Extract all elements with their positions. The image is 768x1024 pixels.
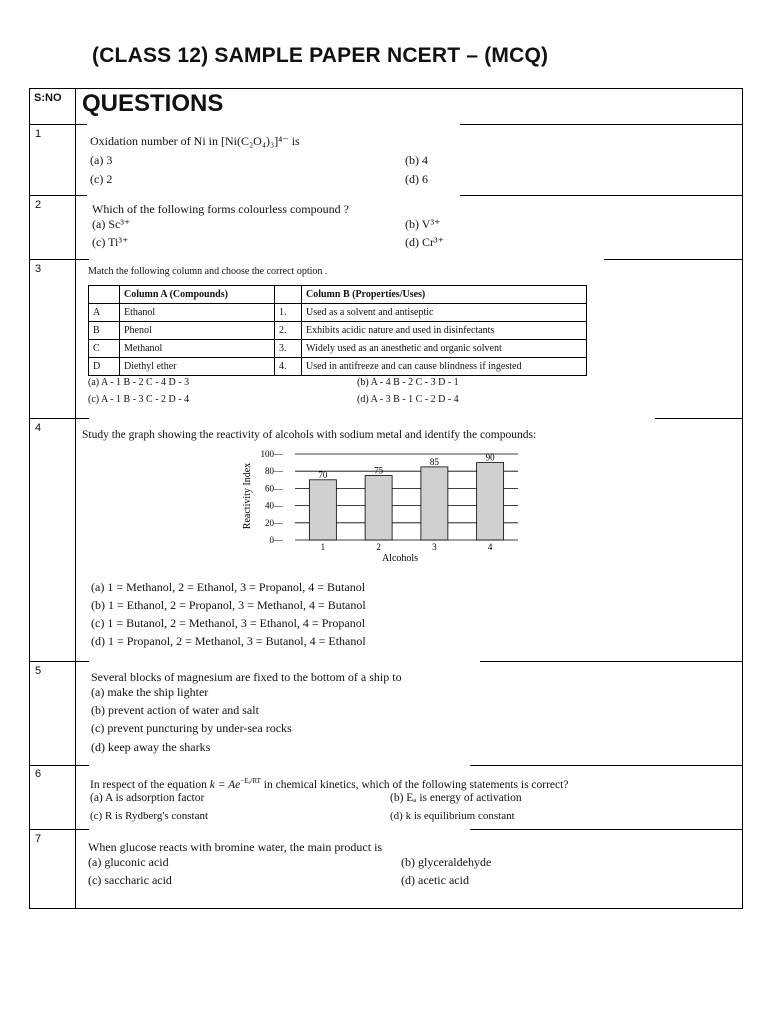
table-cell: 1. [275,304,302,322]
option-c: (c) 1 = Butanol, 2 = Methanol, 3 = Ethanol, 4 = Propanol [91,616,366,630]
y-tick-label: 20— [265,517,283,528]
option-b: (b) V³⁺ [405,217,441,231]
row-divider [29,195,79,196]
row-divider [29,829,89,830]
column-divider [75,88,76,909]
option-b: (b) 4 [405,153,428,167]
y-tick-label: 60— [265,483,283,494]
option-c: (c) saccharic acid [88,873,172,887]
equation: k = Ae [209,778,241,791]
table-cell: Phenol [120,322,275,340]
option-b: (b) Eₐ is energy of activation [390,792,522,804]
table-cell: Column A (Compounds) [120,286,275,304]
option-d: (d) Cr³⁺ [405,235,444,249]
bar [309,480,336,540]
question-number: 5 [35,665,42,677]
y-tick-label: 0— [269,535,283,545]
option-d: (d) 6 [405,172,428,186]
chart-bars [309,453,503,540]
row-divider [29,124,79,125]
chart-x-ticks [321,542,493,552]
option-d: (d) acetic acid [401,873,469,887]
match-table [88,285,587,376]
row-divider [460,195,743,196]
row-divider [75,124,87,125]
option-c: (c) 2 [90,172,113,186]
question-text-post: in chemical kinetics, which of the following statements is correct? [260,778,569,791]
option-b: (b) prevent action of water and salt [91,703,259,717]
question-text: Oxidation number of Ni in [Ni(C₂O₄)₃]⁴⁻ is [90,134,300,148]
table-row [89,358,587,376]
option-a: (a) gluconic acid [88,855,169,869]
table-cell: 4. [275,358,302,376]
option-c: (c) Ti³⁺ [92,235,129,249]
bar [477,463,504,540]
question-text: When glucose reacts with bromine water, the main product is [88,840,383,854]
table-cell: Ethanol [120,304,275,322]
table-cell [275,286,302,304]
row-divider [75,195,87,196]
option-a: (a) A - 1 B - 2 C - 4 D - 3 [88,377,190,388]
question-number: 4 [35,422,42,434]
table-row [89,322,587,340]
question-number: 1 [35,128,42,140]
x-tick-label: 3 [432,542,437,552]
table-cell: B [89,322,120,340]
bar-value-label: 75 [374,465,384,476]
question-number: 6 [35,768,42,780]
table-cell: C [89,340,120,358]
row-divider [29,661,89,662]
table-cell: Methanol [120,340,275,358]
x-tick-label: 2 [376,542,381,552]
option-c: (c) prevent puncturing by under-sea rocks [91,721,292,735]
table-cell: D [89,358,120,376]
option-b: (b) 1 = Ethanol, 2 = Propanol, 3 = Methanol, 4 = Butanol [91,598,366,612]
sno-header: S:NO [34,92,62,104]
row-divider [480,661,743,662]
option-a: (a) A is adsorption factor [90,792,205,804]
row-divider [470,765,743,766]
table-cell: A [89,304,120,322]
y-axis-label: Reactivity Index [242,462,253,530]
table-cell: Exhibits acidic nature and used in disinfectants [302,322,587,340]
bar [421,467,448,540]
option-d: (d) 1 = Propanol, 2 = Methanol, 3 = Butanol, 4 = Ethanol [91,634,366,648]
table-header-row [89,286,587,304]
question-number: 7 [35,833,42,845]
y-tick-label: 40— [265,500,283,511]
x-tick-label: 4 [487,542,493,552]
table-cell: Widely used as an anesthetic and organic solvent [302,340,587,358]
question-text: Which of the following forms colourless compound ? [92,202,349,216]
option-c: (c) R is Rydberg's constant [90,810,209,822]
chart-y-ticks [261,449,285,545]
question-text: Study the graph showing the reactivity of alcohols with sodium metal and identify the compounds: [82,429,537,441]
option-a: (a) make the ship lighter [91,685,209,699]
option-b: (b) A - 4 B - 2 C - 3 D - 1 [357,377,459,388]
table-row [89,340,587,358]
option-d: (d) k is equilibrium constant [390,810,515,822]
question-text [90,772,568,794]
reactivity-bar-chart [240,446,530,566]
x-axis-label: Alcohols [381,553,419,564]
option-a: (a) 1 = Methanol, 2 = Ethanol, 3 = Propanol, 4 = Butanol [91,580,366,594]
option-a: (a) 3 [90,153,113,167]
row-divider [29,765,89,766]
table-cell: 3. [275,340,302,358]
row-divider [470,829,743,830]
table-cell: Used in antifreeze and can cause blindness if ingested [302,358,587,376]
row-divider [29,418,89,419]
table-cell [89,286,120,304]
question-number: 3 [35,263,42,275]
y-tick-label: 80— [265,466,283,477]
y-tick-label: 100— [260,449,283,459]
row-divider [604,259,743,260]
questions-header: QUESTIONS [82,90,224,117]
table-row [89,304,587,322]
option-b: (b) glyceraldehyde [401,855,492,869]
table-cell: Diethyl ether [120,358,275,376]
question-text: Match the following column and choose the correct option . [88,266,328,277]
table-cell: 2. [275,322,302,340]
question-number: 2 [35,199,42,211]
table-cell: Column B (Properties/Uses) [302,286,587,304]
row-divider [460,124,743,125]
option-d: (d) A - 3 B - 1 C - 2 D - 4 [357,394,459,405]
option-c: (c) A - 1 B - 3 C - 2 D - 4 [88,394,190,405]
bar-value-label: 85 [429,456,439,467]
x-tick-label: 1 [320,542,326,552]
option-d: (d) keep away the sharks [91,740,211,754]
question-text-pre: In respect of the equation [90,778,210,791]
equation-exponent: −Eₐ/RT [240,777,261,785]
option-a: (a) Sc³⁺ [92,217,131,231]
bar-value-label: 70 [318,469,328,480]
row-divider [29,259,89,260]
page-title: (CLASS 12) SAMPLE PAPER NCERT – (MCQ) [92,44,549,67]
table-cell: Used as a solvent and antiseptic [302,304,587,322]
row-divider [655,418,743,419]
question-text: Several blocks of magnesium are fixed to the bottom of a ship to [91,670,402,684]
bar [365,476,392,541]
bar-value-label: 90 [485,452,495,463]
